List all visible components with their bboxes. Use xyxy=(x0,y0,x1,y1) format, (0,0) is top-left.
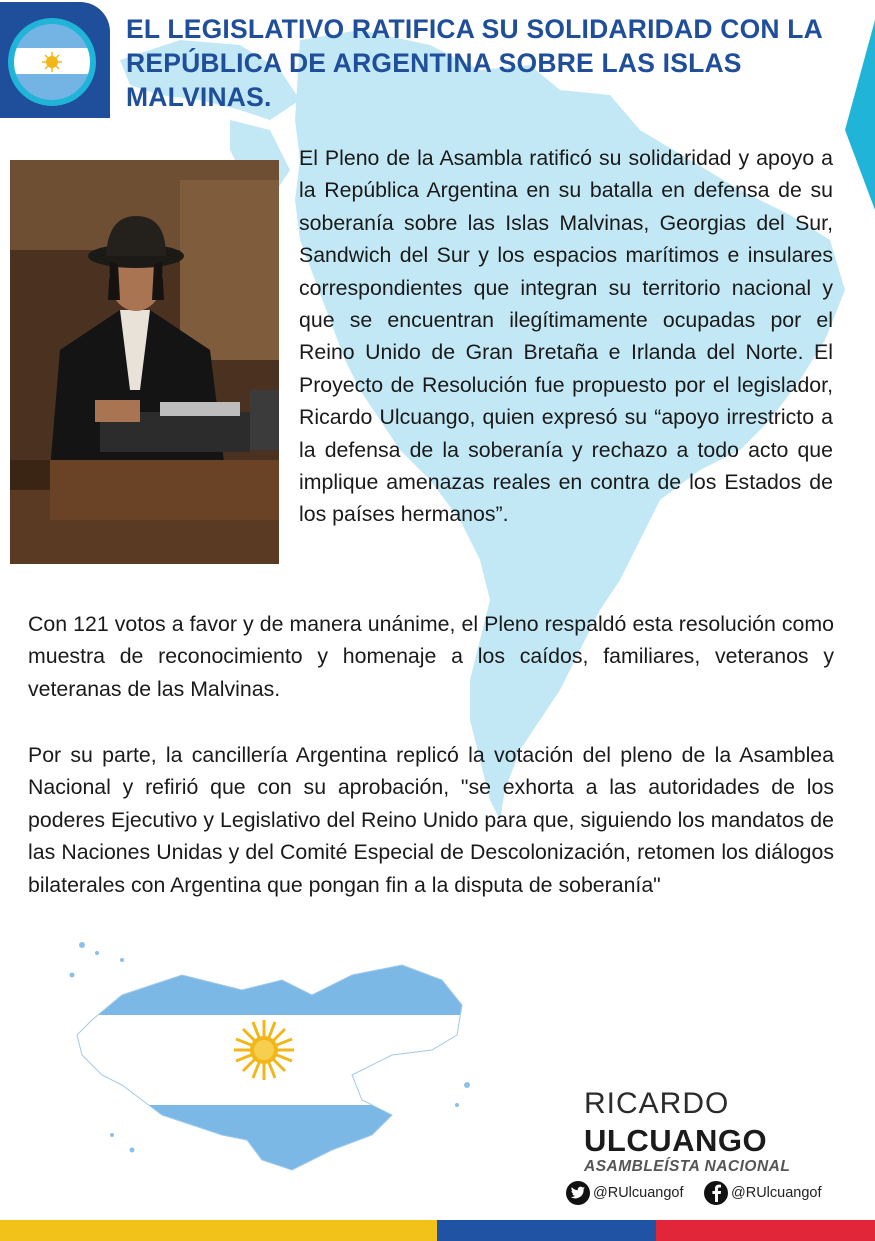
footer-blue-segment xyxy=(437,1220,656,1241)
footer-yellow-segment xyxy=(0,1220,437,1241)
twitter-link[interactable] xyxy=(566,1180,683,1206)
article-paragraph-intro: El Pleno de la Asambla ratificó su solidaridad y apoyo a la República Argentina en su batalla en defensa de su soberanía sobre las Islas Malvinas, Georgias del Sur, Sandwich del Sur y los espacios marítimos e insulares correspondientes que integran su territorio nacional y que se encuentran ilegítimamente ocupadas por el Reino Unido de Gran Bretaña e Irlanda del Norte. El Proyecto de Resolución fue propuesto por el legislador, Ricardo Ulcuango, quien expresó su “apoyo irrestricto a la defensa de la soberanía y rechazo a todo acto que implique amenazas reales en contra de los Estados de los países hermanos”. xyxy=(299,146,833,527)
footer-red-segment xyxy=(656,1220,875,1241)
facebook-icon xyxy=(704,1181,728,1205)
article-paragraph-cancilleria: Por su parte, la cancillería Argentina replicó la votación del pleno de la Asamblea Nacional y refirió que con su aprobación, "se exhorta a las autoridades de los poderes Ejecutivo y Legislativo del Reino Unido para que, siguiendo los mandatos de las Naciones Unidas y del Comité Especial de Descolonización, retomen los diálogos bilaterales con Argentina que pongan fin a la disputa de soberanía" xyxy=(28,743,834,897)
signature-first-name: RICARDO xyxy=(584,1087,730,1120)
signature-last-name: ULCUANGO xyxy=(584,1123,768,1158)
headline-title: EL LEGISLATIVO RATIFICA SU SOLIDARIDAD CON LA REPÚBLICA DE ARGENTINA SOBRE LAS ISLAS MALVINAS. xyxy=(126,14,823,112)
signature-role: ASAMBLEÍSTA NACIONAL xyxy=(584,1158,791,1175)
footer-color-bar xyxy=(0,1220,875,1241)
facebook-link[interactable] xyxy=(704,1180,821,1206)
argentina-flag-badge-icon xyxy=(0,2,110,118)
malvinas-islands-flag-map xyxy=(62,935,474,1185)
article-paragraph-votes: Con 121 votos a favor y de manera unánime, el Pleno respaldó esta resolución como muestra de reconocimiento y homenaje a los caídos, familiares, veteranos y veteranas de las Malvinas. xyxy=(28,612,834,701)
speaker-at-podium-photo xyxy=(10,160,279,564)
twitter-handle: @RUlcuangof xyxy=(593,1185,684,1201)
facebook-handle: @RUlcuangof xyxy=(731,1185,822,1201)
twitter-icon xyxy=(566,1181,590,1205)
